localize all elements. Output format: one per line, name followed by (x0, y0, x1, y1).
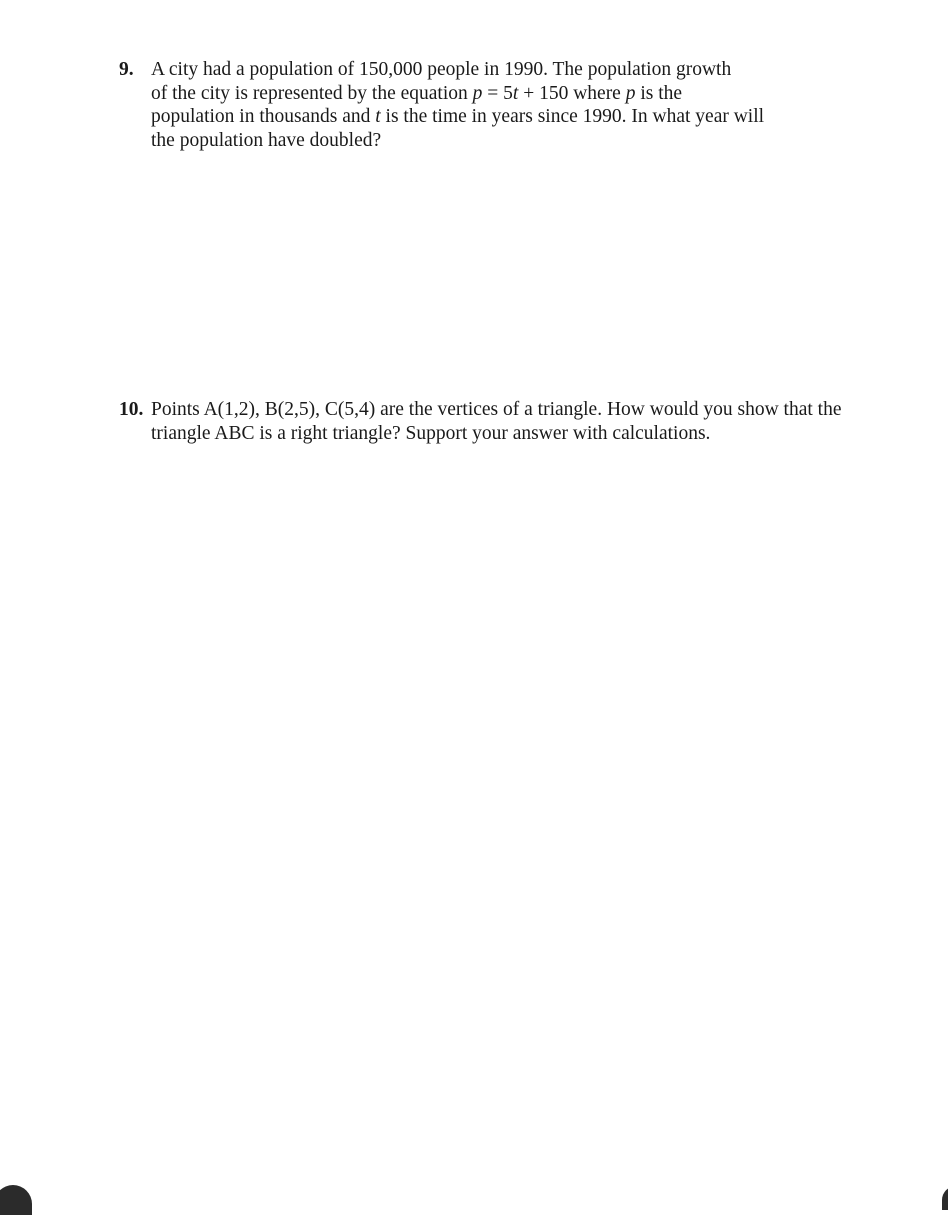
variable-p: p (625, 82, 636, 104)
variable-p: p (472, 82, 483, 104)
text-run: population in thousands and (151, 106, 376, 128)
text-run: = 5 (482, 82, 513, 104)
question-line (151, 82, 799, 106)
text-run: is the time in years since 1990. In what year will (380, 106, 765, 128)
question-text (151, 58, 799, 152)
question-line (151, 105, 799, 129)
question-line: A city had a population of 150,000 people in 1990. The population growth (151, 59, 732, 80)
question-line: triangle ABC is a right triangle? Support your answer with calculations. (151, 422, 711, 444)
question-10 (119, 398, 899, 445)
question-9 (119, 58, 799, 152)
variable-t: t (512, 82, 519, 104)
screen-corner-shadow (0, 1185, 32, 1215)
text-run: + 150 where (518, 82, 626, 104)
question-line: the population have doubled? (151, 129, 382, 151)
question-number: 10. (119, 399, 144, 420)
question-text (151, 398, 899, 445)
text-run: of the city is represented by the equation (151, 82, 473, 104)
question-line: Points A(1,2), B(2,5), C(5,4) are the vertices of a triangle. How would you show that the (151, 399, 842, 420)
screen-corner-shadow (942, 1186, 948, 1210)
variable-t: t (375, 106, 381, 128)
question-number: 9. (119, 59, 134, 80)
text-run: is the (635, 82, 683, 104)
